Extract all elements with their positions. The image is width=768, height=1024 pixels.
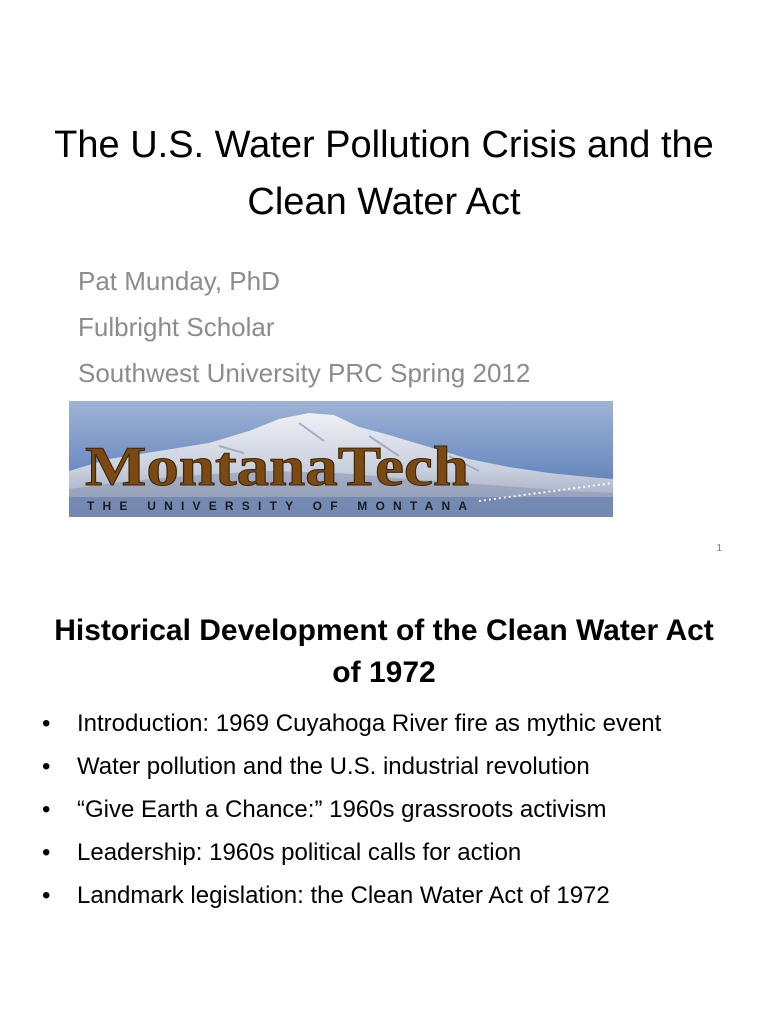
bullet-text: Landmark legislation: the Clean Water Act of 1972 (77, 882, 610, 909)
bullet-item (42, 707, 732, 741)
slide-2-title: Historical Development of the Clean Water Act of 1972 (54, 613, 714, 689)
logo-tagline: THE UNIVERSITY OF MONTANA (87, 499, 467, 513)
bullet-item (42, 793, 732, 827)
montana-tech-logo (69, 401, 613, 517)
bullet-text: Leadership: 1960s political calls for action (77, 839, 522, 866)
author-affiliation: Fulbright Scholar (78, 312, 275, 342)
bullet-text: Water pollution and the U.S. industrial revolution (77, 753, 590, 780)
bullet-text: Introduction: 1969 Cuyahoga River fire as mythic event (77, 710, 662, 737)
bullet-marker: • (42, 882, 51, 909)
bullet-marker: • (42, 796, 51, 823)
bullet-item (42, 750, 732, 784)
bullet-item (42, 836, 732, 870)
slide-1-title: The U.S. Water Pollution Crisis and the Clean Water Act (54, 124, 714, 224)
slide-2 (0, 565, 768, 1024)
bullet-text: “Give Earth a Chance:” 1960s grassroots activism (77, 796, 607, 823)
logo-wordmark: Montana Tech (85, 436, 451, 498)
bullet-marker: • (42, 710, 51, 737)
author-name: Pat Munday, PhD (78, 266, 280, 296)
bullet-marker: • (42, 753, 51, 780)
bullet-list (42, 707, 732, 922)
slide-1-subtitle (78, 258, 698, 396)
bullet-item (42, 879, 732, 913)
bullet-marker: • (42, 839, 51, 866)
page-number: 1 (716, 543, 722, 554)
logo-graphic (69, 401, 613, 517)
presentation-venue: Southwest University PRC Spring 2012 (78, 358, 531, 388)
